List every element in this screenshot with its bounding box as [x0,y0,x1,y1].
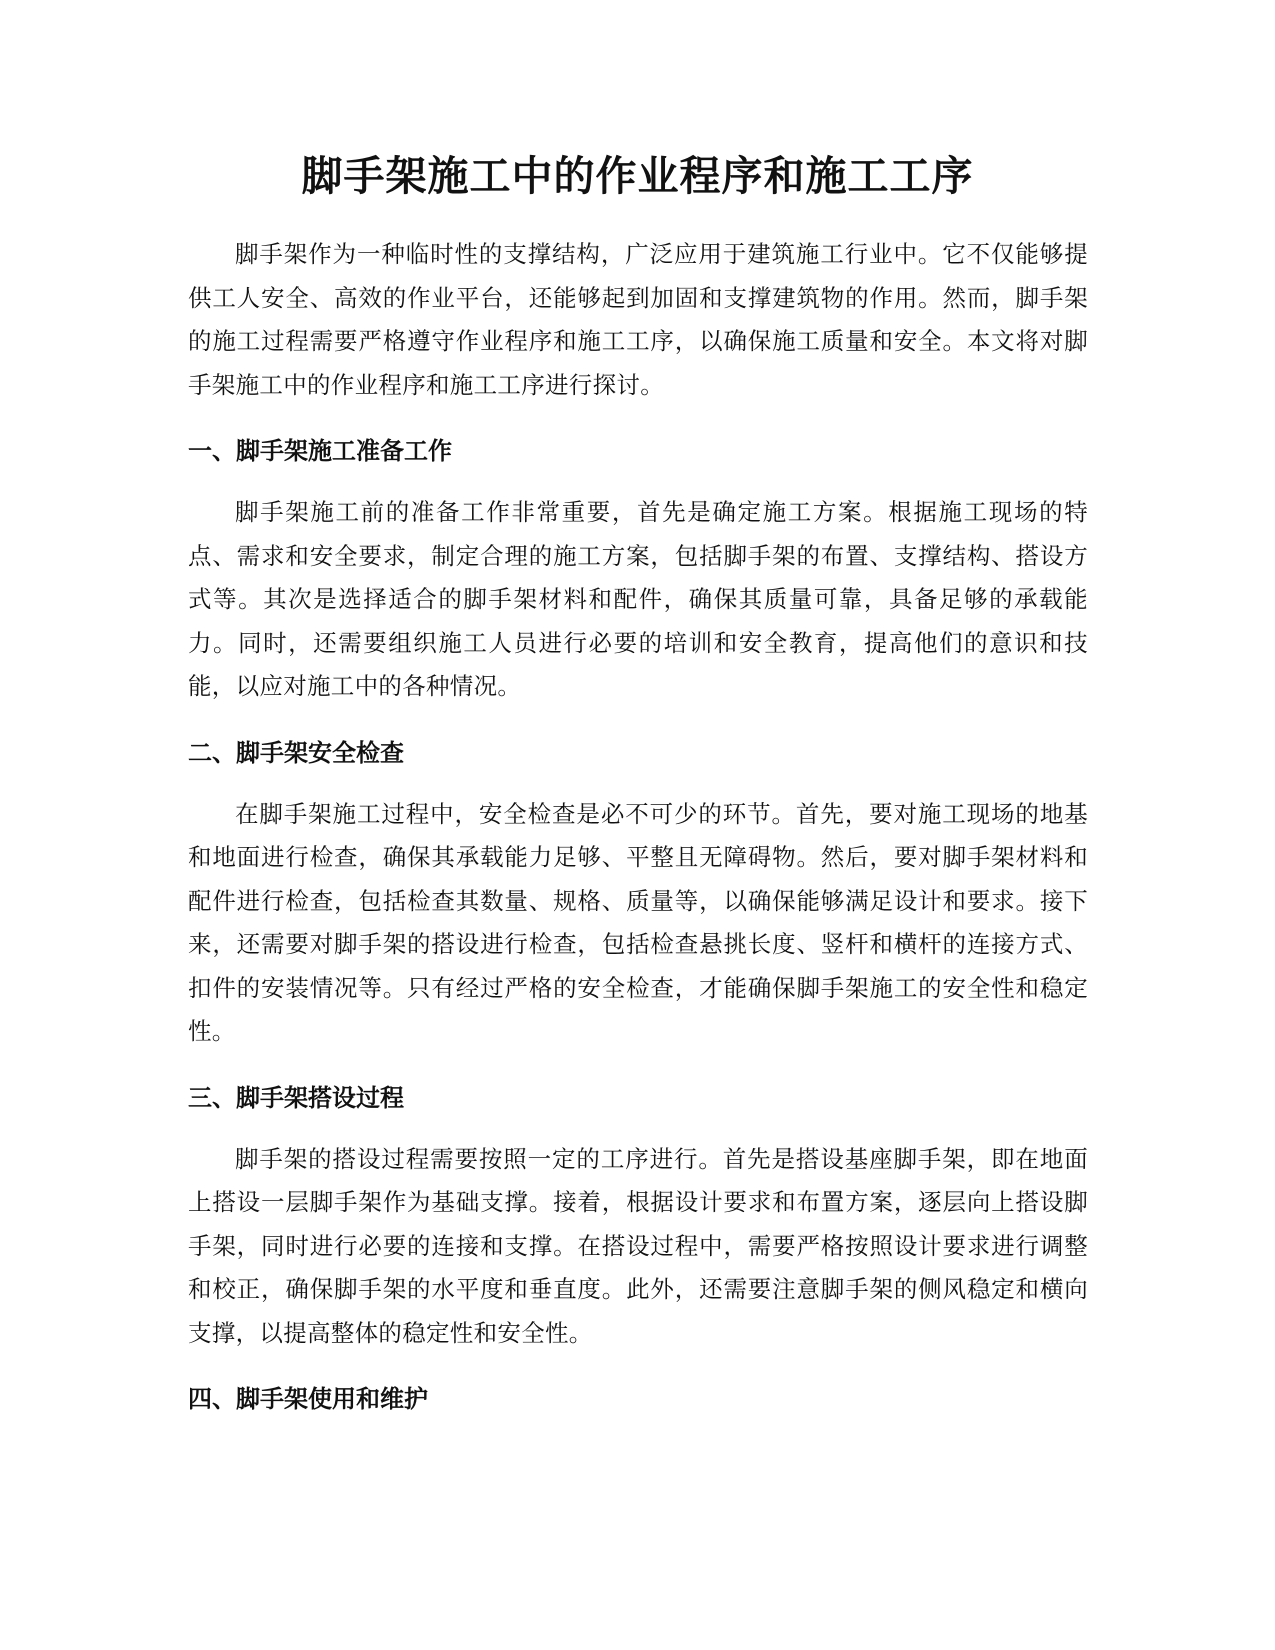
document-title: 脚手架施工中的作业程序和施工工序 [301,152,974,200]
section-heading-4: 四、脚手架使用和维护 [188,1385,428,1413]
section-body-3: 脚手架的搭设过程需要按照一定的工序进行。首先是搭设基座脚手架，即在地面上搭设一层脚手架作为基础支撑。接着，根据设计要求和布置方案，逐层向上搭设脚手架，同时进行必要的连接和支撑。在搭设过程中，需要严格按照设计要求进行调整和校正，确保脚手架的水平度和垂直度。此外，还需要注意脚手架的侧风稳定和横向支撑，以提高整体的稳定性和安全性。 [188,1144,1088,1347]
section-body-2: 在脚手架施工过程中，安全检查是必不可少的环节。首先，要对施工现场的地基和地面进行检查，确保其承载能力足够、平整且无障碍物。然后，要对脚手架材料和配件进行检查，包括检查其数量、规格、质量等，以确保能够满足设计和要求。接下来，还需要对脚手架的搭设进行检查，包括检查悬挑长度、竖杆和横杆的连接方式、扣件的安装情况等。只有经过严格的安全检查，才能确保脚手架施工的安全性和稳定性。 [188,799,1088,1045]
document-body [188,233,1088,1419]
section-body-1: 脚手架施工前的准备工作非常重要，首先是确定施工方案。根据施工现场的特点、需求和安全要求，制定合理的施工方案，包括脚手架的布置、支撑结构、搭设方式等。其次是选择适合的脚手架材料和配件，确保其质量可靠，具备足够的承载能力。同时，还需要组织施工人员进行必要的培训和安全教育，提高他们的意识和技能，以应对施工中的各种情况。 [188,498,1088,700]
section-heading-1: 一、脚手架施工准备工作 [188,437,452,465]
intro-paragraph: 脚手架作为一种临时性的支撑结构，广泛应用于建筑施工行业中。它不仅能够提供工人安全、高效的作业平台，还能够起到加固和支撑建筑物的作用。然而，脚手架的施工过程需要严格遵守作业程序和施工工序，以确保施工质量和安全。本文将对脚手架施工中的作业程序和施工工序进行探讨。 [188,240,1088,399]
section-heading-3: 三、脚手架搭设过程 [188,1083,404,1112]
section-heading-2: 二、脚手架安全检查 [188,738,404,767]
